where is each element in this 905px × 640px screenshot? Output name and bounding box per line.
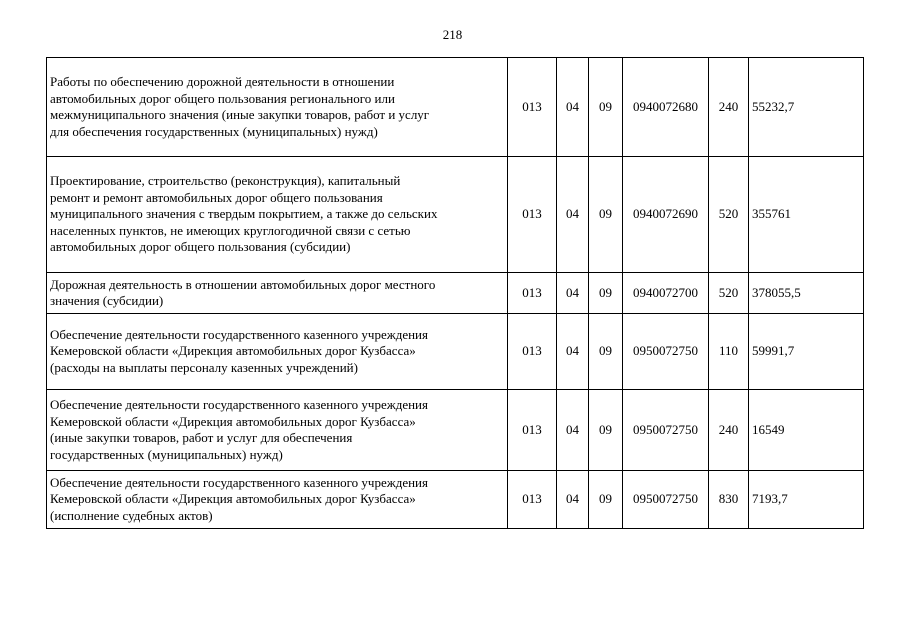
amount: 16549 [749, 390, 864, 471]
subsection-code: 09 [589, 157, 623, 273]
row-description: Дорожная деятельность в отношении автомобильных дорог местного значения (субсидии) [47, 273, 508, 314]
section-code: 04 [557, 314, 589, 390]
ministry-code: 013 [508, 157, 557, 273]
target-article-code: 0950072750 [623, 471, 709, 529]
page-number: 218 [442, 27, 463, 42]
amount: 378055,5 [749, 273, 864, 314]
table-row [47, 314, 864, 390]
ministry-code: 013 [508, 314, 557, 390]
section-code: 04 [557, 157, 589, 273]
section-code: 04 [557, 273, 589, 314]
target-article-code: 0950072750 [623, 390, 709, 471]
ministry-code: 013 [508, 273, 557, 314]
target-article-code: 0950072750 [623, 314, 709, 390]
table-row [47, 390, 864, 471]
row-description: Работы по обеспечению дорожной деятельности в отношении автомобильных дорог общего пользования регионального или межмуниципального значения (иные закупки товаров, работ и услуг для обеспечения государственных (муниципальных) нужд) [47, 58, 508, 157]
target-article-code: 0940072700 [623, 273, 709, 314]
ministry-code: 013 [508, 390, 557, 471]
expense-type-code: 240 [709, 58, 749, 157]
section-code: 04 [557, 58, 589, 157]
subsection-code: 09 [589, 273, 623, 314]
table-row [47, 157, 864, 273]
row-description: Обеспечение деятельности государственного казенного учреждения Кемеровской области «Дирекция автомобильных дорог Кузбасса» (иные закупки товаров, работ и услуг для обеспечения государственных (муниципальных) нужд) [47, 390, 508, 471]
section-code: 04 [557, 390, 589, 471]
subsection-code: 09 [589, 390, 623, 471]
amount: 55232,7 [749, 58, 864, 157]
expense-type-code: 240 [709, 390, 749, 471]
expense-type-code: 520 [709, 273, 749, 314]
section-code: 04 [557, 471, 589, 529]
row-description: Проектирование, строительство (реконструкция), капитальный ремонт и ремонт автомобильных дорог общего пользования муниципального значения с твердым покрытием, а также до сельских населенных пунктов, не имеющих круглогодичной связи с сетью автомобильных дорог общего пользования (субсидии) [47, 157, 508, 273]
target-article-code: 0940072680 [623, 58, 709, 157]
expense-type-code: 520 [709, 157, 749, 273]
budget-table [46, 57, 864, 529]
table-row [47, 273, 864, 314]
subsection-code: 09 [589, 471, 623, 529]
amount: 59991,7 [749, 314, 864, 390]
amount: 7193,7 [749, 471, 864, 529]
subsection-code: 09 [589, 314, 623, 390]
row-description: Обеспечение деятельности государственного казенного учреждения Кемеровской области «Дирекция автомобильных дорог Кузбасса» (расходы на выплаты персоналу казенных учреждений) [47, 314, 508, 390]
ministry-code: 013 [508, 471, 557, 529]
row-description: Обеспечение деятельности государственного казенного учреждения Кемеровской области «Дирекция автомобильных дорог Кузбасса» (исполнение судебных актов) [47, 471, 508, 529]
target-article-code: 0940072690 [623, 157, 709, 273]
expense-type-code: 830 [709, 471, 749, 529]
expense-type-code: 110 [709, 314, 749, 390]
table-row [47, 58, 864, 157]
amount: 355761 [749, 157, 864, 273]
ministry-code: 013 [508, 58, 557, 157]
table-row [47, 471, 864, 529]
subsection-code: 09 [589, 58, 623, 157]
